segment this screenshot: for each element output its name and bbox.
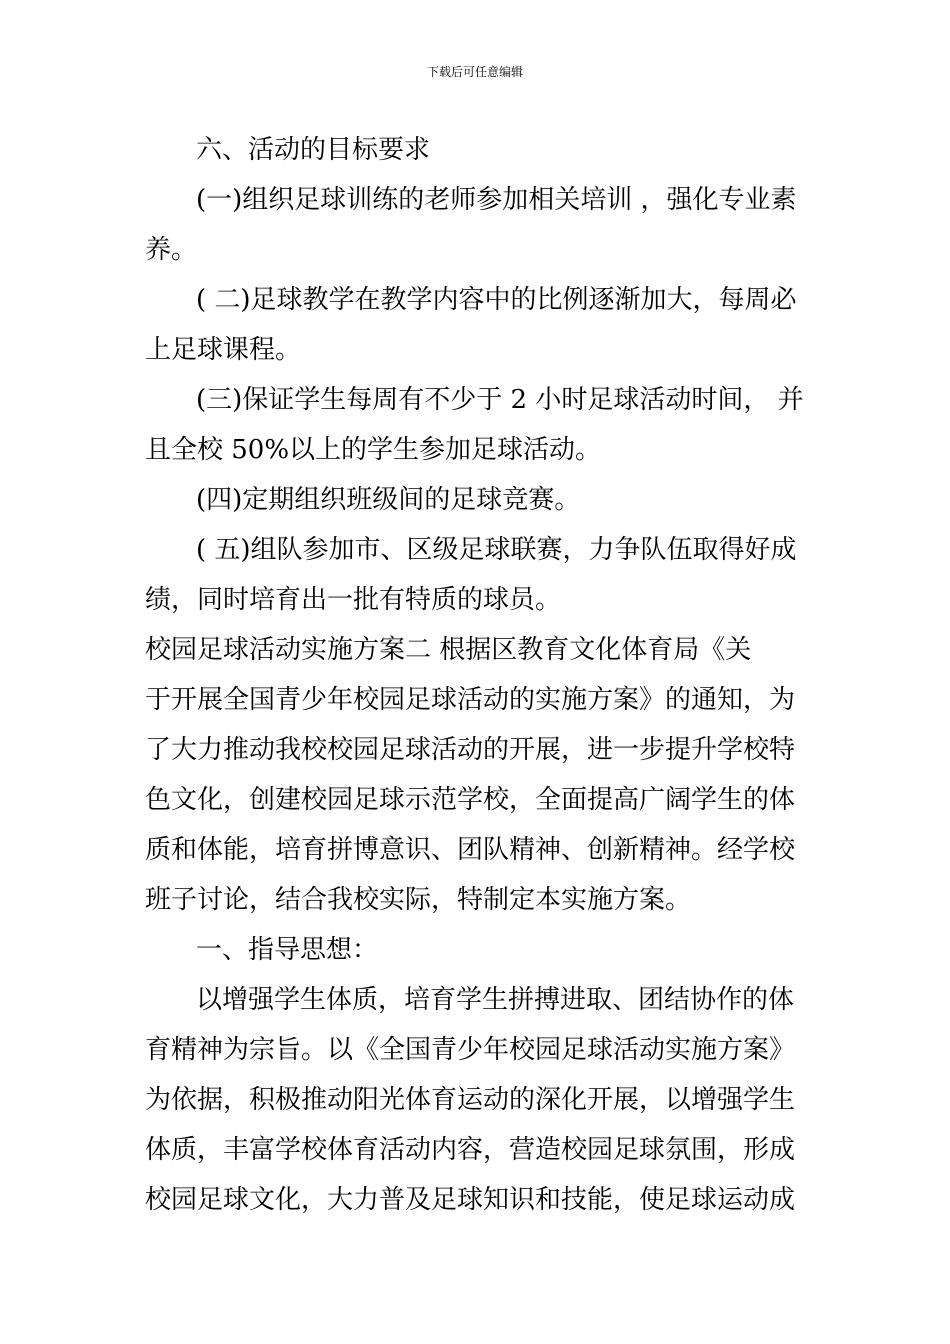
paragraph-line: 以增强学生体质，培育学生拼搏进取、团结协作的体 (196, 985, 795, 1015)
page-header: 下载后可任意编辑 (426, 65, 523, 79)
paragraph-line: (四)定期组织班级间的足球竞赛。 (196, 485, 581, 515)
paragraph-line: 为依据，积极推动阳光体育运动的深化开展，以增强学生 (145, 1085, 796, 1115)
paragraph-line: 班子讨论，结合我校实际，特制定本实施方案。 (145, 885, 692, 915)
paragraph-line: 且全校 50%以上的学生参加足球活动。 (145, 435, 602, 465)
paragraph-line: 校园足球文化，大力普及足球知识和技能，使足球运动成 (145, 1185, 796, 1215)
paragraph-line: 色文化，创建校园足球示范学校，全面提高广阔学生的体 (145, 785, 796, 815)
paragraph-line: 质和体能，培育拼博意识、团队精神、创新精神。经学校 (145, 835, 796, 865)
paragraph-line: (一)组织足球训练的老师参加相关培训 ，强化专业素 (196, 185, 797, 215)
paragraph-line: (三)保证学生每周有不少于 2 小时足球活动时间， 并 (196, 385, 804, 415)
paragraph-line: 于开展全国青少年校园足球活动的实施方案》的通知，为 (145, 685, 796, 715)
paragraph-line: ( 二)足球教学在教学内容中的比例逐渐加大，每周必 (196, 285, 797, 315)
paragraph-line: 上足球课程。 (145, 335, 302, 365)
paragraph-line: 了大力推动我校校园足球活动的开展，进一步提升学校特 (145, 735, 796, 765)
paragraph-line: 体质，丰富学校体育活动内容，营造校园足球氛围，形成 (145, 1135, 796, 1165)
paragraph-line: 育精神为宗旨。以《全国青少年校园足球活动实施方案》 (145, 1035, 796, 1065)
paragraph-line: 绩，同时培育出一批有特质的球员。 (145, 585, 562, 615)
paragraph-line: 养。 (145, 235, 198, 265)
section-heading: 一、指导思想： (196, 935, 379, 965)
paragraph-line: ( 五)组队参加市、区级足球联赛，力争队伍取得好成 (196, 535, 797, 565)
section-heading: 六、活动的目标要求 (196, 135, 431, 165)
paragraph-line: 校园足球活动实施方案二 根据区教育文化体育局《关 (145, 635, 752, 665)
